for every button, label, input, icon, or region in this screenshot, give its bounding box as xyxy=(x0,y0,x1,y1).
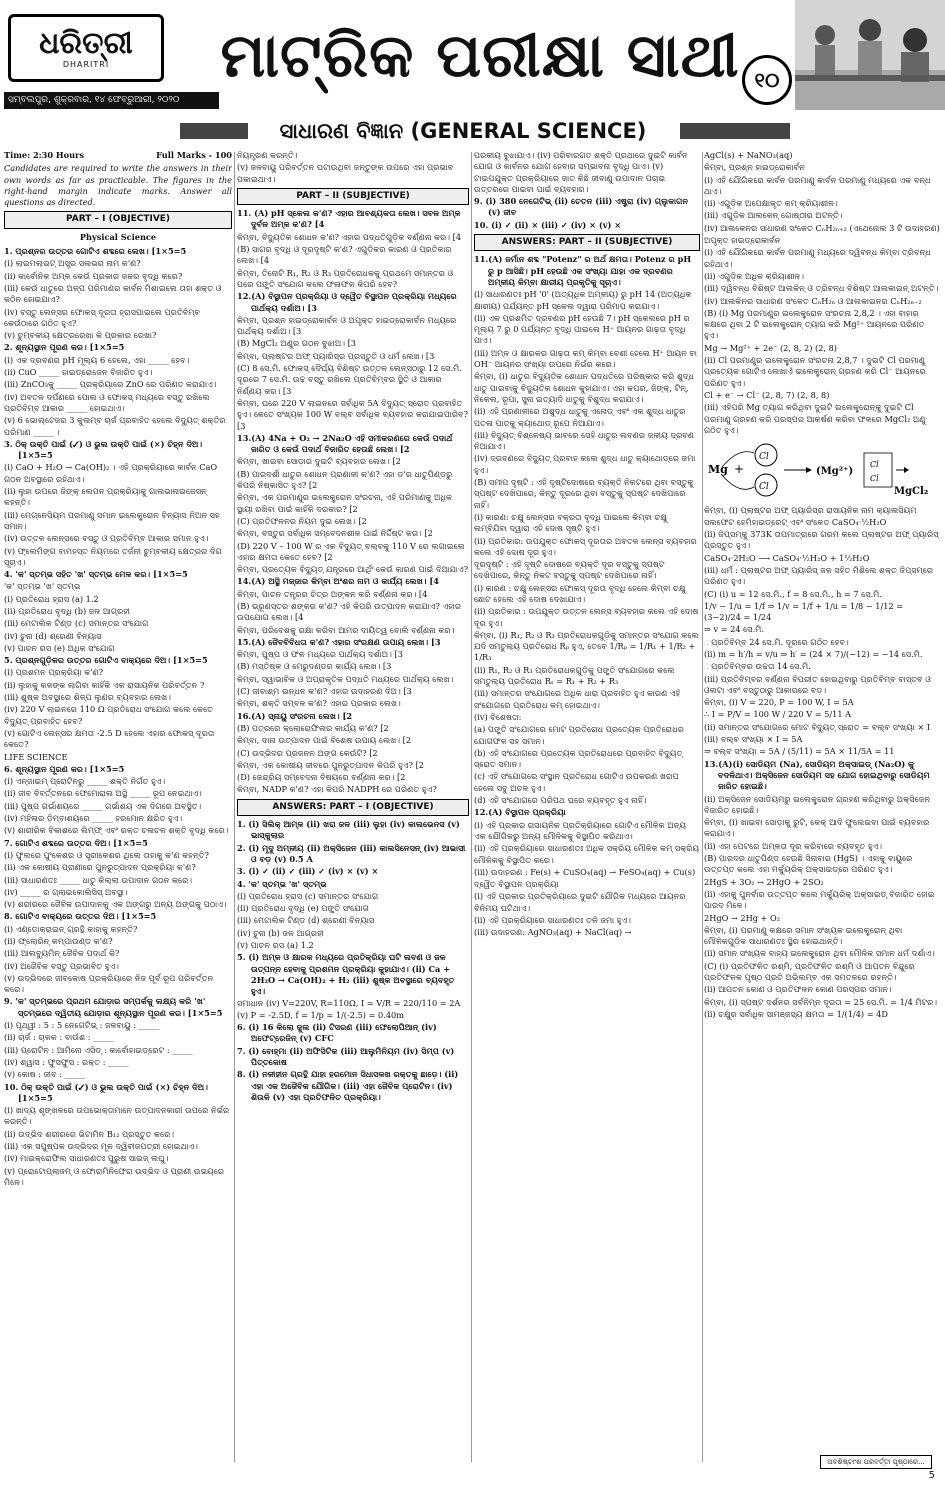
text-line: (iv) ଆଲକିନର ସାଧାରଣ ସଂକେତ CₙH₂ₙ ଓ ଆଲକାଇନର CₙH₂ₙ₋₂ xyxy=(704,295,922,306)
text-line: 15.(A) ଜୈବବିବିଧତା କ'ଣ? ଏହାର ସଂରକ୍ଷଣ ଉପାୟ ଲେଖ। [3 xyxy=(237,636,441,647)
text-line: କିମ୍ବା, (i) ଖାଇବା ସୋଡ଼ାକୁ ରୁଟି, କେକ୍ ଆଦି ଫୁଲେଇବା ପାଇଁ ବ୍ୟବହାର କରାଯାଏ। xyxy=(704,817,930,839)
text-line: 1/v − 1/u = 1/f ⇒ 1/v = 1/f + 1/u = 1/8 − 1/12 = (3−2)/24 = 1/24 xyxy=(704,600,904,623)
text-line: (ii) ଏଗୁଡ଼ିକ ଅଧିକ କ୍ରିୟାଶୀଳ। xyxy=(704,270,804,281)
text-line: (iii) ସମାନ୍ତର ସଂଯୋଗରେ ଅଧିକ ଧାରା ପ୍ରବାହିତ ହୁଏ କାରଣ ଏହି ସଂଯୋଗରେ ପ୍ରତିରୋଧ କମ୍ ହୋଇଥାଏ। xyxy=(474,688,681,710)
continued-text xyxy=(237,150,469,185)
text-line: (B) (i) Mg ପରମାଣୁର ଇଲେକ୍ଟ୍ରୋନ ସଂରଚନା 2,8,2 । ଏହା ବାହାର କକ୍ଷରେ ଥିବା 2 ଟି ଇଲେକ୍ଟ୍ରୋନ୍ ତ୍ୟାଗ କରି Mg²⁺ ଆୟନରେ ପରିଣତ ହୁଏ। xyxy=(704,307,925,341)
text-line: 6. ଶୂନ୍ୟସ୍ଥାନ ପୂରଣ କର। [1×5=5 xyxy=(4,763,125,774)
text-line: 4. 'କ' ସ୍ତମ୍ଭ 'ଖ' ସ୍ତମ୍ଭ xyxy=(237,878,327,889)
text-line: କିମ୍ବା, ପ୍ରଶ୍ନ ହାଇଡ୍ରୋକାର୍ବନ xyxy=(704,162,805,173)
text-line: 3. ଠିକ୍ ଉକ୍ତି ପାଇଁ (✓) ଓ ଭୁଲ ଉକ୍ତି ପାଇଁ (×) ଚିହ୍ନ ଦିଅ। [1×5=5 xyxy=(4,438,203,461)
text-line: (ii) ଏକ କୋଷୀୟ ପ୍ରାଣୀରେ ପୁନରୁତ୍ପାଦନ ପ୍ରକ୍ରିୟା କ'ଣ? xyxy=(4,862,196,873)
exam-time: Time: 2:30 Hours xyxy=(4,150,84,160)
text-line: (ii) ଜିପ୍ସମ୍କୁ 373K ତାପମାତ୍ରାରେ ଗରମ କଲେ ପ୍ଲାଷ୍ଟର ଅଫ୍ ପ୍ୟାରିସ୍ ପ୍ରସ୍ତୁତ ହୁଏ। xyxy=(704,529,939,551)
text-line: କିମ୍ବା, (i) ପରମାଣୁ କକ୍ଷରେ ସମାନ ସଂଖ୍ୟକ ଇଲେକ୍ଟ୍ରୋନ୍ ଥିବା ମୌଳିକଗୁଡ଼ିକ ସାଧାରଣତଃ ସ୍ଥିର ହୋଇଥାନ୍ତି। xyxy=(704,924,903,947)
page-number: 5 xyxy=(928,1470,935,1481)
text-line: ∴ ପ୍ରତିବିମ୍ବ 24 ସେ.ମି. ଦୂରରେ ଗଠିତ ହେବ। xyxy=(704,636,849,647)
banner-bar-right xyxy=(680,123,790,139)
question-list xyxy=(4,246,232,1188)
text-line: 4. 'କ' ସ୍ତମ୍ଭ ସହିତ 'ଖ' ସ୍ତମ୍ଭ ମେଳ କର। [1×5=5 xyxy=(4,569,188,580)
text-line: (C) (i) u = 12 ସେ.ମି., f = 8 ସେ.ମି., h = 7 ସେ.ମି. xyxy=(704,588,883,599)
section-heading-part2: PART – II (SUBJECTIVE) xyxy=(237,188,469,205)
text-line: (B) MgCl₂ ଅଣୁର ଗଠନ ବୁଝାଅ। [3 xyxy=(237,338,357,349)
text-line: (B) ପାରଦର୍ଶୀ ଧାତୁର ଶୋଧନ ପ୍ରଣାଳୀ କ'ଣ? ଏହା ଡ'ର ଧାତୁପିଣ୍ଡରୁ କିପରି ନିଷ୍କାସିତ ହୁଏ? [2 xyxy=(237,468,453,491)
text-line: କିମ୍ବା, ପୁଷ୍ପ ଓ ଫଳ ମଧ୍ୟରେ ପାର୍ଥକ୍ୟ ଦର୍ଶାଅ। [3 xyxy=(237,649,403,660)
text-line: (ii) R₁, R₂ ଓ R₃ ପ୍ରତିରୋଧକଗୁଡ଼ିକୁ ପଙ୍କ୍ତି ସଂଯୋଗରେ କଲେ ସମତୁଲ୍ୟ ପ୍ରତିରୋଧ Rₛ = R₁ + R₂ + R₃ xyxy=(474,664,675,687)
answer-list xyxy=(704,505,941,1020)
text-line: (iii) ମେଟାଲିକ ଟିଣ୍ଡ (c) ସମାନ୍ତର ସଂଯୋଗ xyxy=(4,618,149,629)
logo-text: ଧରିତ୍ରୀ xyxy=(39,25,133,61)
text-line: କିମ୍ବା, ଏକ ପରମାଣୁର ଇଲେକ୍ଟ୍ରୋନ ସଂରଚନା, ଏହି ପରିମାଣକୁ ଅଧିକ ସ୍ଥାୟୀ ରଖିବା ପାଇଁ କାହିଁକି ଦରକାର? [2 xyxy=(237,492,453,514)
diagram-mg-label: Mg xyxy=(708,463,728,477)
text-line: (i) ପ୍ରଶମନ ପ୍ରକ୍ରିୟା କ'ଣ? xyxy=(4,667,104,678)
text-line: ପରକୀୟ ବୁଝାଯାଏ। (iv) ପରିବାରଗତ ଶକ୍ତି ପ୍ରଥାରେ ଦୁଇଟି କାର୍ବନ ଯୋଗ ଓ କାର୍ବନର ଯୋଗ ହେବାର ସମ୍ଭାବନା ବୃଦ୍ଧି ପାଏ। (v) ଟାଇପଯୁକ୍ତ ପ୍ରକ୍ରିୟାରେ ଜାତ କିଛି ଜୀବାଣୁ ଉପାଦାନ ପଚାଇ ଉତ୍ତରରେ ପାଇବା ପାଇଁ ବ୍ୟବହାର। xyxy=(474,150,688,194)
text-line: 3. (i) ✓ (ii) ✓ (iii) ✓ (iv) × (v) × xyxy=(237,866,379,877)
text-line: Cl + e⁻ → Cl⁻ (2, 8, 7) (2, 8, 8) xyxy=(704,389,830,400)
text-line: ⇒ v = 24 ସେ.ମି. xyxy=(704,624,764,635)
text-line: (iii) ଉଦାହରଣ : Fe(s) + CuSO₄(aq) → FeSO₄(aq) + Cu(s) xyxy=(474,866,696,877)
text-line: (ii) m = h′/h = v/u ⇒ h′ = (24 × 7)/(−12) = −14 ସେ.ମି. xyxy=(704,648,923,659)
text-line: (v) ପାଚନ ରସ (e) ଅଧିକ ସଂଯୋଗ xyxy=(4,642,115,653)
text-line: CaSO₄·2H₂O ⟶ CaSO₄·½H₂O + 1½H₂O xyxy=(704,552,870,563)
text-line: (ii) ଜୀବ ବିବର୍ତ୍ତନରେ ଫେମୋରାଲ ଅସ୍ଥି _____ ରୂପ ନେଇଥାଏ। xyxy=(4,788,202,799)
text-line: (iii) ଶୁଷ୍କ ଅବସ୍ଥାରେ ଶିଳ୍ପ ଲୁଣର ବ୍ୟବହାର ଲେଖ। xyxy=(4,692,171,703)
text-line: (iv) ଆଲକେନର ସାଧାରଣ ସଂକେତ CₙH₂ₙ₊₂ (ଏଥେନୋଲ 3 ଟି ଉଦାହରଣ) xyxy=(704,222,940,233)
diagram-cl-ion-bottom: Cl xyxy=(870,474,879,484)
text-line: (i) ପ୍ରତିରୋଧ ହ୍ରାସ (a) 1.2 xyxy=(4,593,99,604)
text-line: (iv) ମାଇକ୍ରୋଫିଲ ସାଧାରଣତଃ ପୁରୁଷ ସାଇଜ୍ ଲଘୁ। xyxy=(4,1153,169,1164)
text-line: 2. (i) ମୃଦୁ ଅମ୍ଳୀୟ (ii) ଅକ୍ସିଜେନ (iii) କାଲସିନେସନ୍ (iv) ଆଭାସୀ ଓ ବଡ଼ (v) 0.5 A xyxy=(237,842,466,864)
diagram-cl-ion-top: Cl xyxy=(870,460,879,470)
issue-number-badge: ୧୦ xyxy=(742,55,792,105)
text-line: (i) ଖାଦ୍ୟ ଶୃଙ୍ଖଳରେ ଉପଭୋକ୍ତାମାନେ ଉତ୍ପାଦନକାରୀ ଉପରେ ନିର୍ଭର କରନ୍ତି। xyxy=(4,1105,230,1127)
text-line: (ii) ପ୍ରତିକାର : ଉପଯୁକ୍ତ ଉତ୍ତଳ ଲେନ୍ସ ବ୍ୟବହାର କଲେ ଏହି ଦୋଷ ଦୂର ହୁଏ। xyxy=(474,606,699,628)
text-line: (iii) ପ୍ରୋଟିନ : ଆମିନୋ ଏସିଡ୍ : କାର୍ବୋହାଇଡ୍ରେଟ : _____ xyxy=(4,1044,193,1055)
text-line: (iii) ବଲ୍ବ ସଂଖ୍ୟା × I = 5A xyxy=(704,734,803,745)
text-line: (iv) 220 V ଲାଇନରେ 110 Ω ପ୍ରତିରୋଧ ସଂଯୋଗ କଲେ କେତେ ବିଦ୍ୟୁତ୍ ପ୍ରବାହିତ ହେବ? xyxy=(4,704,214,726)
text-line: (d) ଏହି ସଂଯୋଗରେ ପରିପଥ ଘରେ ବ୍ୟବହୃତ ହୁଏ ନାହିଁ। xyxy=(474,795,647,806)
text-line: (ii) ଆପତନ କୋଣ ଓ ପ୍ରତିଫଳନ କୋଣ ପରସ୍ପର ସମାନ। xyxy=(704,984,892,995)
text-line: (iv) _____ ର ଗ୍ଲାଇକୋଲିସିସ୍ ଅବସ୍ଥା। xyxy=(4,886,128,897)
text-line: 13.(A) 4Na + O₂ → 2Na₂O ଏହି ସମୀକରଣରେ କେଉଁ ପଦାର୍ଥ ଜାରିତ ଓ କେଉଁ ପଦାର୍ଥ ବିଜାରିତ ହେଉଛି ଲେଖ। [2 xyxy=(237,432,453,455)
text-line: (iii) ବିଦ୍ୟୁତ୍ ବିଶ୍ଳେଷ୍ୟ ଭାବରେ ସେହି ଧାତୁର ଲବଣର ଜଳୀୟ ଦ୍ରବଣ ନିଆଯାଏ। xyxy=(474,429,695,452)
text-line: (v) ପ୍ରୋଟୋପ୍ଲାଜମ୍ ଓ ଫୋରାମିନିଫେରା ଉଦ୍ଭିଦ ଓ ପ୍ରାଣୀ ଉଭୟରେ ମିଳେ। xyxy=(4,1165,225,1187)
text-line: (iv) ଚୁନା (d) ଶ୍ରେଣୀ ବିନ୍ୟାସ xyxy=(4,630,102,641)
text-line: 6. (i) 16 କିଲୋ ଜୁଲ (ii) ଟିସରଣ (iii) ଫେଲୋପିଆନ୍ (iv) ଅଫେଟ୍ରେଜିନ୍ (v) CFC xyxy=(237,1022,437,1044)
text-line: (ii) Cl ପରମାଣୁର ଇଲେକ୍ଟ୍ରୋନ ସଂରଚନା 2,8,7 । ଦୁଇଟି Cl ପରମାଣୁ ପ୍ରତ୍ୟେକ ଗୋଟିଏ ଲେଖାଏଁ ଇଲେକ୍ଟ୍ରୋନ୍ ଗ୍ରହଣ କରି Cl⁻ ଆୟନରେ ପରିଣତ ହୁଏ। xyxy=(704,355,926,388)
text-line: (iii) ଏହିପରି Mg ତ୍ୟାଗ କରିଥିବା ଦୁଇଟି ଇଲେକ୍ଟ୍ରୋନ୍କୁ ଦୁଇଟି Cl ପରମାଣୁ ଗ୍ରହଣ କରି ପରସ୍ପର ଆକର୍ଷଣ କରିବା ଫଳରେ MgCl₂ ଅଣୁ ଗଠିତ ହୁଏ। xyxy=(704,402,926,435)
text-line: (ii) ଏହା ପେଟରେ ଅମ୍ଳତା ଦୂର କରିବାରେ ବ୍ୟବହୃତ ହୁଏ। xyxy=(704,840,883,851)
text-line: କିମ୍ବା, (i) ସ୍ପଷ୍ଟ ଦର୍ଶନର ସର୍ବନିମ୍ନ ଦୂରତା = 25 ସେ.ମି. = 1/4 ମିଟର। xyxy=(704,996,938,1007)
text-line: (ii) ପ୍ରତିରୋଧ ବୃଦ୍ଧି (e) ପଙ୍କ୍ତି ସଂଯୋଗ xyxy=(237,903,370,914)
text-line: (iv) ଉତ୍ତଳ ଲେନ୍ସରେ ବସ୍ତୁ ଓ ପ୍ରତିବିମ୍ବ ଆକାର ସମାନ ହୁଏ। xyxy=(4,533,209,544)
section-heading-part1: PART – I (OBJECTIVE) xyxy=(4,211,232,228)
text-line: AgCl(s) + NaNO₃(aq) xyxy=(704,150,793,160)
logo-subtext: DHARITRI xyxy=(62,59,110,69)
dateline: ସମ୍ବଲପୁର, ଶୁକ୍ରବାର, ୧୪ ଫେବ୍ରୁଆରୀ, ୨୦୨୦ xyxy=(4,92,219,109)
text-line: 9. 'କ' ସ୍ତମ୍ଭରେ ପ୍ରଥମ ଯୋଡ଼ାର ସମ୍ପର୍କକୁ ଲକ୍ଷ୍ୟ କରି 'ଖ' ସ୍ତମ୍ଭରେ ଦ୍ୱିତୀୟ ଯୋଡ଼ାର ଶୂନ୍ୟସ୍ଥାନ ପୂରଣ କର। [1×5=5 xyxy=(4,996,223,1018)
text-line: କିମ୍ବା, ପ୍ରତ୍ୟେକ ବିଦ୍ୟୁତ୍ ଯନ୍ତ୍ରରେ ଆର୍ଥିଂ କେଉଁ କାରଣ ପାଇଁ ଦିଆଯାଏ? xyxy=(237,564,469,575)
text-line: (ii) ଏହାକୁ ପୁନର୍ବାର ଉତ୍ତପ୍ତ କଲେ ମର୍କ୍ୟୁରିକ୍ ଅକ୍ସାଇଡ୍ ବିଜାରିତ ହୋଇ ପାରଦ ମିଳେ। xyxy=(704,888,935,911)
text-line: (v) ଗୋଟିଏ ଲେନ୍ସର କ୍ଷମତା -2.5 D ହେଲେ ଏହାର ଫୋକସ୍ ଦୂରତା କେତେ? xyxy=(4,727,215,750)
text-line: (iv) ମହିଳାର ଡ଼ିମ୍ବାଶୟରେ _____ ହରମୋନ କ୍ଷରିତ ହୁଏ। xyxy=(4,813,183,824)
text-line: (iii) ସାଧାରଣତଃ _____ ଧାତୁ କିଲ୍ଲା ଉପାଦାନ ଗଠନ କରେ। xyxy=(4,874,193,885)
text-line: (iii) କେଉଁ ଧାତୁରେ ଅଳ୍ପ ପରିମାଣର କାର୍ବନ ମିଶାଇଲେ ତାହା ଶକ୍ତ ଓ କଠିନ ହୋଇଯାଏ? xyxy=(4,282,222,305)
page-title: ମାଟ୍ରିକ ପରୀକ୍ଷା ସାଥୀ xyxy=(220,21,740,91)
text-line: (i) ଏହି ପ୍ରକାର ରାସାୟନିକ ପ୍ରତିକ୍ରିୟାରେ ଗୋଟିଏ ମୌଳିକ ଅନ୍ୟ ଏକ ଯୌଗିକରୁ ଅନ୍ୟ ମୌଳିକକୁ ବିସ୍ଥାପିତ କରିଥାଏ। xyxy=(474,819,687,841)
answer-list xyxy=(704,150,941,436)
text-line: (ii) ଚାର୍ଜ : ଚାଳକ : ବାଉଁଶ : _____ xyxy=(4,1032,114,1043)
text-line: (i) ଫୁଲରେ ପୁଂକେଶର ଓ ସ୍ତ୍ରୀକେଶର ଥିଲେ ତାହାକୁ କ'ଣ କହନ୍ତି? xyxy=(4,849,209,860)
text-line: କିମ୍ବା, ବସ୍ତୁର ସର୍ବାଧିକ ସମ୍ବେଦନଶୀଳ ପାଇଁ ନିର୍ଦ୍ଦିଷ୍ଟ କର। [2 xyxy=(237,528,433,539)
text-line: 11.(A) ଜର୍ମାନ ଶବ୍ଦ "Potenz" ର ଅର୍ଥ କ୍ଷମତା। Potenz ର pH ରୁ p ଆସିଛି। pH ହେଉଛି ଏକ ସଂଖ୍ୟା ଯାହା ଏକ ଦ୍ରବଣର ଅମ୍ଳୀୟ କିମ୍ବା କ୍ଷାରୀୟ ପ୍ରକୃତିକୁ ସୂଚାଏ। xyxy=(474,254,692,287)
text-line: (B) ମସ୍ତିଷ୍କ ଓ ମେରୁଦଣ୍ଡର କାର୍ଯ୍ୟ ଲେଖ। [3 xyxy=(237,661,392,672)
continued-note: ଅବଶିଷ୍ଟାଂଶ ପରବର୍ତ୍ତୀ ପୃଷ୍ଠାରେ... xyxy=(820,1455,932,1469)
text-line: (ii) ଫ୍ଲୋରିନ୍ କମ୍ପାଉଣ୍ଡ କ'ଣ? xyxy=(4,936,113,946)
text-line: (v) ଜଳବାୟୁ ପରିବର୍ତ୍ତନ ଘଟାଉଥିବା ଜନ୍ତୁଙ୍କ ଉପରେ ଏହା ପ୍ରଭାବ ପକାଇଥାଏ। xyxy=(237,162,454,184)
text-line: (iii) ପ୍ରତିବିମ୍ବର ବର୍ଣ୍ଣନା ବିପରୀତ ହୋଇଥିବାରୁ ପ୍ରତିବିମ୍ବ ବାସ୍ତବ ଓ ଓଲଟା ଏବଂ ବସ୍ତୁଠାରୁ ଆକାରରେ ବଡ଼। xyxy=(704,673,931,695)
text-line: କିମ୍ବା, NADP କ'ଣ? ଏହା କିପରି NADPH ରେ ପରିଣତ ହୁଏ? xyxy=(237,784,437,795)
text-line: (B) ପତ୍ରରେ କ୍ଲୋରୋଫିଲର କାର୍ଯ୍ୟ କ'ଣ? [2 xyxy=(237,722,389,733)
text-line: (a) ପଙ୍କ୍ତି ସଂଯୋଗରେ ମୋଟ ପ୍ରତିରୋଧ ପ୍ରତ୍ୟେକ ପ୍ରତିରୋଧର ଯୋଗଫଳ ସହ ସମାନ। xyxy=(474,724,684,746)
text-line: କିମ୍ବା, (i) R₁, R₂ ଓ R₃ ପ୍ରତିରୋଧକଗୁଡ଼ିକୁ ସମାନ୍ତର ସଂଯୋଗ କଲେ ଯଦି ସମତୁଲ୍ୟ ପ୍ରତିରୋଧ Rₚ ହୁଏ, ତେବେ 1/Rₚ = 1/R₁ + 1/R₂ + 1/R₃ xyxy=(474,629,699,663)
text-line: 10. ଠିକ୍ ଉକ୍ତି ପାଇଁ (✓) ଓ ଭୁଲ ଉକ୍ତି ପାଇଁ (×) ଚିହ୍ନ ଦିଅ। [1×5=5 xyxy=(4,1081,208,1103)
text-line: (ii) ଅକ୍ସିଜେନ ସୋଡିୟମରୁ ଇଲେକ୍ଟ୍ରୋନ ଗ୍ରହଣ କରିଥିବାରୁ ଅକ୍ସିଜେନ ବିଜାରିତ ହୋଇଛି। xyxy=(704,793,931,815)
text-line: (B) ପାରଦର ଧାତୁପିଣ୍ଡ ହେଉଛି ସିନାବାର (HgS) । ଏହାକୁ ବାୟୁରେ ଉତ୍ତପ୍ତ କଲେ ଏହା ମର୍କ୍ୟୁରିକ୍ ଅକ୍ସାଇଡ୍ରେ ପରିଣତ ହୁଏ। xyxy=(704,853,913,875)
exam-full-marks: Full Marks - 100 xyxy=(156,150,232,160)
text-line: (i) CaO + H₂O → Ca(OH)₂ । ଏହି ପ୍ରକ୍ରିୟାରେ କାର୍ବନ CaO ଗଠନ ଅବସ୍ଥାରେ ରହିଥାଏ। xyxy=(4,462,218,484)
text-line: (iv) ଅବତଳ ଦର୍ପଣରେ ପୋଲ ଓ ଫୋକସ୍ ମଧ୍ୟରେ ବସ୍ତୁ ରଖିଲେ ପ୍ରତିବିମ୍ବ ଆକାର _____ ହୋଇଥାଏ। xyxy=(4,391,210,413)
text-line: 8. (i) ନଳୀହୀନ ଗ୍ରନ୍ଥି ଯାହା ହରମୋନ ସିଧାସଳଖ ରକ୍ତକୁ ଛାଡ଼େ। (ii) ଏହା ଏକ ଅଜୈବିକ ଯୌଗିକ। (iii) ଏହା ଜୈବିକ ପ୍ରୋଟିନ। (iv) ଶିଉଳି (v) ଏହା ପ୍ରତିଫଳିତ ପ୍ରକ୍ରିୟା। xyxy=(237,1069,459,1102)
text-line: (ii) ଚକ୍ଷୁର ସର୍ବାଧିକ ସାମଞ୍ଜସ୍ୟ କ୍ଷମତା = 1/(1/4) = 4D xyxy=(704,1008,888,1019)
text-line: (v) ଶରୀରରେ ଜୈବିକ ଉପାଦାନକୁ ଏକ ଅଙ୍ଗରୁ ଅନ୍ୟ ଅଙ୍ଗକୁ ପଠାଏ। xyxy=(4,899,227,910)
text-line: (iii) ଏଗୁଡ଼ିକ ଆଲକେନ୍ ଗୋଷ୍ଠୀର ଅଟନ୍ତି। xyxy=(704,210,843,221)
text-line: (ii) ପ୍ରତିରୋଧ ବୃଦ୍ଧି (b) ଜଳ ଆଗ୍ରହୀ xyxy=(4,605,130,616)
text-line: (ii) ଲୁହା ଉପରେ ଜିଙ୍କ୍ ଲେପନ ପ୍ରକ୍ରିୟାକୁ ଗାଲଭାନାଇଜେସନ୍ କହନ୍ତି। xyxy=(4,486,207,508)
text-line: କିମ୍ବା, ପ୍ରଶ୍ନ ହାଇଡ୍ରୋକାର୍ବନ ଓ ଅପୃକ୍ତ ହାଇଡ୍ରୋକାର୍ବନ ମଧ୍ୟରେ ପାର୍ଥକ୍ୟ ଦର୍ଶାଅ। [3 xyxy=(237,314,457,337)
text-line: 1. ପ୍ରଶ୍ନର ଉତ୍ତର ଗୋଟିଏ ଶବ୍ଦରେ ଲେଖ। [1×5=5 xyxy=(4,246,187,257)
exam-instructions: Candidates are required to write the answers in their own words as far as practicable. The figures in the right-hand margin indicate marks. Answer all questions as directed. xyxy=(4,163,232,208)
text-line: 11. (A) pH ସ୍କେଲ କ'ଣ? ଏହାର ଆବଶ୍ୟକତା ଲେଖ। ସବଳ ଅମ୍ଳ ଦୁର୍ବଳ ଅମ୍ଳ କ'ଣ? [4 xyxy=(237,208,461,230)
text-line: (i) ପୃଥ୍ୱୀ : 5 : 5 ନେଗେଟିଭ୍ : ଜଳବାୟୁ : _____ xyxy=(4,1020,160,1031)
text-line: 2. ଶୂନ୍ୟସ୍ଥାନ ପୂରଣ କର। [1×5=5 xyxy=(4,342,125,353)
text-line: (ii) ଏହି ପ୍ରକ୍ରିୟାରେ ସାଧାରଣତଃ ଅଧିକ ସକ୍ରିୟ ମୌଳିକ କମ୍ ସକ୍ରିୟ ମୌଳିକକୁ ବିସ୍ଥାପିତ କରେ। xyxy=(474,843,700,865)
column-1 xyxy=(4,150,232,1465)
text-line: 9. (i) 380 ନେଗେଟିଭ୍ (ii) ଚେତନ (iii) ଏଷ୍ଟ୍ରା (iv) ଗ୍ଲୁକାଗନ (v) ଜୀବ xyxy=(474,196,689,218)
question-paper-body xyxy=(4,150,941,1465)
text-line: (i) ଏହି ଯୌଗିକରେ କାର୍ବନ ପରମାଣୁ ମଧ୍ୟରେ ଦ୍ୱିବନ୍ଧ କିମ୍ବା ତ୍ରିବନ୍ଧ ରହିଥାଏ। xyxy=(704,247,931,269)
text-line: (v) ଶାରୀରିକ ବିକାଶରେ ଲିମ୍ଫ୍ ଏବଂ ରକ୍ତ ଚଳାଚଳ ଶକ୍ତି ବୃଦ୍ଧି କରେ। xyxy=(4,825,229,836)
text-line: (i) ଏକ ଦ୍ରବଣର pH ମୂଲ୍ୟ 6 ହେଲେ, ଏହା _____ ହେବ। xyxy=(4,354,190,365)
answer-list xyxy=(474,254,700,938)
newspaper-logo xyxy=(8,14,164,82)
text-line: (B) ସମୀପ ଦୃଷ୍ଟି : ଏହି ଦୃଷ୍ଟିଦୋଷରେ ବ୍ୟକ୍ତି ନିକଟରେ ଥିବା ବସ୍ତୁକୁ ସ୍ପଷ୍ଟ ଦେଖିପାରେ, କିନ୍ତୁ ଦୂରରେ ଥିବା ବସ୍ତୁକୁ ସ୍ପଷ୍ଟ ଦେଖିପାରେ ନାହିଁ। xyxy=(474,477,694,510)
diagram-mg-ion: (Mg²⁺) xyxy=(816,466,854,478)
text-line: ∴ I = P/V = 100 W / 220 V = 5/11 A xyxy=(704,709,852,720)
text-line: 16.(A) ସ୍ନାୟୁ ସଂରଚନା ଲେଖ। [2 xyxy=(237,710,353,721)
text-line: (v) କୋଷ : ଜୀବ : _____ xyxy=(4,1069,86,1080)
text-line: (iii) ମେଗ୍ନେସିୟମ ପରମାଣୁ ସମାନ ଇଲେକ୍ଟ୍ରୋନ ବିନ୍ୟାସ ନିଅନ ସହ ସମାନ। xyxy=(4,509,220,531)
text-line: ⇒ ବଲ୍ବ ସଂଖ୍ୟା = 5A / (5/11) = 5A × 11/5A = 11 xyxy=(704,746,895,757)
text-line: (C) ଜୀବାଶ୍ମ ଇନ୍ଧନ କ'ଣ? ଏହାର ଉଦାହରଣ ଦିଅ। [3 xyxy=(237,686,412,697)
text-line: (C) (i) ପ୍ରତିଫଳିତ ରଶ୍ମି, ପ୍ରତିଫଳିତ ରଶ୍ମି ଓ ଆପତନ ବିନ୍ଦୁରେ ପ୍ରତିଫଳକ ପୃଷ୍ଠ ପ୍ରତି ଅଭିଲମ୍ବ ଏକ ସମତଳରେ ରହନ୍ତି। xyxy=(704,960,915,982)
text-line: (ii) CuO _____ ହାଇଡ୍ରୋଜେନ ବିଜାରିତ ହୁଏ। xyxy=(4,367,153,378)
text-line: (D) ଜେନ୍ଦ୍ରିୟ ସମ୍ବେଦନା ବିଷୟରେ ବର୍ଣ୍ଣନା କର। [2 xyxy=(237,772,406,783)
text-line: (ii) ଏକ ପ୍ରଶମିତ ଦ୍ରବଣର pH ହେଉଛି 7। pH ସ୍କେଲରେ pH ର ମୂଲ୍ୟ 7 ରୁ 0 ପର୍ଯ୍ୟନ୍ତ ବୃଦ୍ଧି ପାଇଲେ H⁺ ଆୟନର ଗାଢ଼ତା ବୃଦ୍ଧି ପାଏ। xyxy=(474,312,690,346)
exam-info xyxy=(4,150,232,161)
text-line: 13.(A)(i) ସୋଡିୟମ (Na), ସୋଡିୟମ ଅକ୍ସାଇଡ୍ (Na₂O) କୁ ବଦଳିଥାଏ। ଅକ୍ସିଜେନ ସୋଡିୟମ ସହ ଯୋଗ ହୋଇଥିବାରୁ ସୋଡିୟମ ଜାରିତ ହୋଇଛି। xyxy=(704,758,930,792)
text-line: (C) 8 ସେ.ମି. ଫୋକସ୍ ଦୈର୍ଘ୍ୟ ବିଶିଷ୍ଟ ଉତ୍ତଳ ଲେନ୍ସଠାରୁ 12 ସେ.ମି. ଦୂରରେ 7 ସେ.ମି. ଉଚ୍ଚ ବସ୍ତୁ ରଖିଲେ ପ୍ରତିବିମ୍ବର ସ୍ଥିତି ଓ ଆକାର ନିର୍ଣ୍ଣୟ କର। [3 xyxy=(237,363,462,396)
text-line: (D) 220 V – 100 W ର ଏକ ବିଦ୍ୟୁତ୍ ବଲ୍ବକୁ 110 V ରେ ଲଗାଇଲେ ଏହାର କ୍ଷମତା କେତେ ହେବ? [2 xyxy=(237,540,465,562)
text-line: (iv) ବସ୍ତୁ ଲେନ୍ସର ଫୋକସ୍ ଦୂରତା ହ୍ରାସପାଇଲେ ପ୍ରତିବିମ୍ବ କେଉଁଠାରେ ଗଠିତ ହୁଏ? xyxy=(4,306,201,328)
text-line: (ii) ପ୍ରତିକାର: ଉପଯୁକ୍ତ ଫୋକସ୍ ଦୂରତାର ଅବତଳ ଲେନ୍ସ ବ୍ୟବହାର କଲେ ଏହି ଦୋଷ ଦୂର ହୁଏ। xyxy=(474,535,697,557)
question-list xyxy=(237,208,469,796)
text-line: (B) ଭ୍ରୂଣସ୍ତର ଶଙ୍କର କ'ଣ? ଏହି କିପରି ଉତ୍ପାଦନ କରାଯାଏ? ଏହାର ଉପଯୋଗ ଲେଖ। [4 xyxy=(237,600,462,623)
text-line: (ii) ଲୁହାକୁ କଳଙ୍କ ଲାଗିବା କାହିଁକି ଏକ ରାସାୟନିକ ପରିବର୍ତ୍ତନ ? xyxy=(4,679,205,690)
text-line: (ii) କାର୍ବୋନିକ ଅମ୍ଳ କେଉଁ ପ୍ରକାର ଜଳର ବୃଦ୍ଧି କରେ? xyxy=(4,270,183,281)
text-line: (iii) ଏକ ସପୁଷ୍ପକ ଉଦ୍ଭିଦର ମୂଳ ଦ୍ୱିବୀଜପତ୍ରୀ ହୋଇଥାଏ। xyxy=(4,1141,198,1152)
diagram-product: MgCl₂ xyxy=(894,486,929,498)
column-2 xyxy=(237,150,469,1465)
text-line: 2HgS + 3O₂ → 2HgO + 2SO₂ xyxy=(704,876,824,887)
diagram-plus: + xyxy=(734,462,745,477)
text-line: (i) ଏହି ପ୍ରକାର ପ୍ରତିକ୍ରିୟାରେ ଦୁଇଟି ଯୌଗିକ ମଧ୍ୟରେ ଆୟନର ବିନିମୟ ଘଟିଥାଏ। xyxy=(474,891,686,913)
text-line: 8. ଗୋଟିଏ ବାକ୍ୟରେ ଉତ୍ତର ଦିଅ। [1×5=5 xyxy=(4,911,157,922)
text-line: ନିୟନ୍ତ୍ରଣ କରନ୍ତି। xyxy=(237,150,298,160)
text-line: (iv) ଚୁନା (b) ଜଳ ଆଗ୍ରହୀ xyxy=(237,927,324,938)
subject-banner xyxy=(180,118,790,144)
text-line: କିମ୍ବା, ପ୍ଲାଷ୍ଟର ଅଫ୍ ପ୍ୟାରିସ୍ର ପ୍ରସ୍ତୁତି ଓ ଧର୍ମ ଲେଖ। [3 xyxy=(237,350,435,361)
text-line: (v) 6 ଭୋଲ୍ଟେଜର 3 କୁଲମ୍ବ ଚାର୍ଜ ପ୍ରବାହିତ ହେଲେ ବିଦ୍ୟୁତ୍ ଶକ୍ତିର ପରିମାଣ _____ । xyxy=(4,415,226,437)
text-line: (C) ଉଦ୍ଭିଦର ପ୍ରଜନନ ଅଙ୍ଗ କେଉଁଟି? [2 xyxy=(237,747,378,758)
text-line: (i) ଏହି ଯୌଗିକରେ କାର୍ବନ ପରମାଣୁ କାର୍ବନ ପରମାଣୁ ମଧ୍ୟରେ ଏକ ବନ୍ଧ ଥାଏ। xyxy=(704,174,931,196)
text-line: (ii) ଏଗୁଡ଼ିକ ଅପେକ୍ଷାକୃତ କମ୍ କ୍ରିୟାଶୀଳ। xyxy=(704,198,838,209)
column-3 xyxy=(474,150,700,1465)
text-line: (v) ଉଦ୍ଭିଦରେ ଜୀବକୋଷ ପ୍ରକ୍ରିୟାରେ ନିଜ ପୂର୍ବ ରୂପ ପରିବର୍ତ୍ତନ କରେ। xyxy=(4,972,214,995)
text-line: (iv) ଶ୍ୱାସ : ଫୁସଫୁସ : ରକ୍ତ : _____ xyxy=(4,1056,129,1067)
text-line: କିମ୍ବା, ଶକ୍ତି ସମ୍ବଳ କ'ଣ? ଏହାର ପ୍ରକାର ଲେଖ। xyxy=(237,698,401,709)
text-line: କିମ୍ବା, (i) ପ୍ଲାଷ୍ଟର ଅଫ୍ ପ୍ୟାରିସ୍ର ରାସାୟନିକ ନାମ କ୍ୟାଲସିୟମ ସଲଫେଟ ହେମିହାଇଡ୍ରେଟ୍ ଏବଂ ସଂକେତ CaSO₄·½H₂O xyxy=(704,505,917,527)
reaction-arrow-head-icon xyxy=(806,467,812,473)
text-line: (b) ଏହି ସଂଯୋଗରେ ପ୍ରତ୍ୟେକ ପ୍ରତିରୋଧରେ ପ୍ରବାହିତ ବିଦ୍ୟୁତ୍ ସ୍ରୋତ ସମାନ। xyxy=(474,747,683,770)
text-line: (ii) ଏହି ପ୍ରକ୍ରିୟାରେ ସାଧାରଣତଃ ତଳି ଜମା ହୁଏ। xyxy=(474,915,631,925)
text-line: କିମ୍ବା, (i) V = 220, P = 100 W, I = 5A xyxy=(704,697,854,708)
column-4 xyxy=(704,150,941,1465)
answers-heading-part2: ANSWERS: PART – II (SUBJECTIVE) xyxy=(474,234,700,251)
text-line: LIFE SCIENCE xyxy=(4,751,68,762)
text-line: (i) କାରଣ : ଚକ୍ଷୁ ଲେନ୍ସର ଫୋକସ୍ ଦୂରତା ବୃଦ୍ଧି ହେଲେ କିମ୍ବା ଚକ୍ଷୁ ଛୋଟ ହେଲେ ଏହି ଦୋଷ ଦେଖାଯାଏ। xyxy=(474,582,686,604)
students-exam-photo xyxy=(795,0,945,110)
text-line: (iv) ଦ୍ରବଣରେ ବିଦ୍ୟୁତ୍ ପ୍ରବାହ କଲେ ଶୁଦ୍ଧ ଧାତୁ କ୍ୟାଥୋଡ୍ରେ ଜମା ହୁଏ। xyxy=(474,453,696,475)
subsection-heading-physical: Physical Science xyxy=(79,231,157,242)
text-line: 7. (i) ବୋହ୍ମା (ii) ଅଫିସିଟିକ (iii) ଆଲୁମିନିୟମ (iv) ସିମ୍ପ (v) ପିତ୍ତକୋଷ xyxy=(237,1045,455,1067)
text-line: କିମ୍ବା, ଖାଇବା ସୋଡ଼ାର ଦୁଇଟି ବ୍ୟବହାର ଲେଖ। [2 xyxy=(237,456,401,467)
answers-heading-part1: ANSWERS: PART – I (OBJECTIVE) xyxy=(237,799,469,816)
text-line: କିମ୍ବା, ଘରେ 220 V ଲାଇନରେ ସର୍ବାଧିକ 5A ବିଦ୍ୟୁତ୍ ସ୍ରୋତ ପ୍ରବାହିତ ହୁଏ। କେତେ ସଂଖ୍ୟକ 100 W ବଲ୍ବ ସର୍ବାଧିକ ବ୍ୟବହାର କରାଯାଇପାରିବ? [3 xyxy=(237,397,469,431)
text-line: 2HgO → 2Hg + O₂ xyxy=(704,912,781,923)
text-line: ଦ୍ୱୈତ ବିସ୍ଥାପନ ପ୍ରକ୍ରିୟା xyxy=(474,879,559,890)
text-line: (iii) ମେଟାଲିକ ଟିଣ୍ଡ (d) ଶ୍ରେଣୀ ବିନ୍ୟାସ xyxy=(237,915,375,926)
text-line: 5. ପ୍ରଶ୍ନଗୁଡ଼ିକର ଉତ୍ତର ଗୋଟିଏ ବାକ୍ୟରେ ଦିଅ। [1×5=5 xyxy=(4,655,208,666)
text-line: 1. (i) ସିଲିକ୍ ଆମ୍ଳ (ii) ଖରା ଜଳ (iii) ଲୁହା (iv) କାଲଭେନସ (v) ଭାସ୍କୁଲାର xyxy=(237,819,460,841)
text-line: 5. (i) ଅମ୍ଳ ଓ କ୍ଷାରକ ମଧ୍ୟରେ ପ୍ରତିକ୍ରିୟା ଘଟି ଲବଣ ଓ ଜଳ ଉତ୍ପନ୍ନ ହେବାକୁ ପ୍ରଶମନ ପ୍ରକ୍ରିୟା କୁହାଯାଏ। (ii) Ca + 2H₂O → Ca(OH)₂ + H₂ (iii) ଶୁଷ୍କ ଅବସ୍ଥାରେ ବ୍ୟବହୃତ ହୁଏ। xyxy=(237,952,455,997)
text-line: 10. (i) ✓ (ii) × (iii) ✓ (iv) × (v) × xyxy=(474,219,622,230)
text-line: (iii) ଦ୍ୱିବନ୍ଧ ବିଶିଷ୍ଟ ଆଲକିନ୍ ଓ ତ୍ରିବନ୍ଧ ବିଶିଷ୍ଟ ଆଲକାଇନ୍ ଅଟନ୍ତି। xyxy=(704,283,939,294)
text-line: (C) ପ୍ରତିଫଳନର ନିୟମ ଦୁଇ ଲେଖ। [2 xyxy=(237,515,367,526)
text-line: 'କ' ସ୍ତମ୍ଭ 'ଖ' ସ୍ତମ୍ଭ xyxy=(4,581,81,592)
text-line: (i) ପ୍ରତିରୋଧ ହ୍ରାସ (c) ସମାନ୍ତର ସଂଯୋଗ xyxy=(237,890,379,901)
text-line: (iii) ZnCO₃କୁ _____ ପ୍ରକ୍ରିୟାରେ ZnO ରେ ପରିଣତ କରାଯାଏ। xyxy=(4,379,217,390)
text-line: ∴ ପ୍ରତିବିମ୍ବର ଉଚ୍ଚତା 14 ସେ.ମି. xyxy=(704,661,811,672)
mgcl2-formation-diagram xyxy=(704,439,941,502)
text-line: (ii) ଏହି ପ୍ରଣାଳୀରେ ଅଶୁଦ୍ଧ ଧାତୁକୁ ଏନୋଡ୍ ଏବଂ ଏକ ଶୁଦ୍ଧ ଧାତୁର ପତଳା ପାତକୁ କ୍ୟାଥୋଡ୍ ରୂପେ ନିଆଯାଏ। xyxy=(474,406,686,428)
text-line: କିମ୍ବା, (i) ଧାତୁର ବିଦ୍ୟୁତିକ ଶୋଧନ ପଦ୍ଧତିରେ ପରିଷ୍କାର କରି ଶୁଦ୍ଧ ଧାତୁ ପାଇବାକୁ ବିଦ୍ୟୁତିକ ଶୋଧନ କୁହାଯାଏ। ଏହା କପର, ଜିଙ୍କ୍, ଟିନ୍, ନିକେଲ, ରୂପା, ସୁନା ଇତ୍ୟାଦି ଧାତୁକୁ ବିଶୁଦ୍ଧ କରାଯାଏ। xyxy=(474,371,695,404)
text-line: (ii) ଉଦ୍ଭିଦ ଶରୀରରେ ଭିଟାମିନ B₁₂ ପ୍ରସ୍ତୁତ କରେ। xyxy=(4,1128,175,1139)
text-line: 12.(A) ବିସ୍ଥାପନ ପ୍ରକ୍ରିୟା xyxy=(474,807,566,818)
text-line: 12.(A) ବିସ୍ଥାପନ ପ୍ରକ୍ରିୟା ଓ ଦ୍ୱୈତ ବିସ୍ଥାପନ ପ୍ରକ୍ରିୟା ମଧ୍ୟରେ ପାର୍ଥକ୍ୟ ଦର୍ଶାଅ। [3 xyxy=(237,291,457,313)
text-line: (i) ଏନ୍ଜାଇମ୍ ପ୍ରୋଟିନରୁ _____ ଶକ୍ତି ନିର୍ଗତ ହୁଏ। xyxy=(4,776,166,787)
text-line: Mg → Mg²⁺ + 2e⁻ (2, 8, 2) (2, 8) xyxy=(704,342,838,353)
text-line: ଦୂରଦୃଷ୍ଟି : ଏହି ଦୃଷ୍ଟି ଦୋଷରେ ବ୍ୟକ୍ତି ଦୂର ବସ୍ତୁକୁ ସ୍ପଷ୍ଟ ଦେଖିପାରେ, କିନ୍ତୁ ନିକଟ ବସ୍ତୁକୁ ସ୍ପଷ୍ଟ ଦେଖିପାରେ ନାହିଁ। xyxy=(474,559,665,581)
text-line: କିମ୍ବା, ପାଚନ ତନ୍ତ୍ରର ଚିତ୍ର ଅଙ୍କନ କରି ବର୍ଣ୍ଣନା କର। [4 xyxy=(237,588,428,599)
masthead xyxy=(0,0,945,112)
text-line: କିମ୍ବା, ଏକ କୋଷୀୟ ଜୀବରେ ପୁନରୁତ୍ପାଦନ କିପରି ହୁଏ? [2 xyxy=(237,759,424,770)
text-line: (iii) ଧର୍ମ : ପ୍ଲାଷ୍ଟର ଅଫ୍ ପ୍ୟାରିସ୍ ଜଳ ସହିତ ମିଶିଲେ ଶକ୍ତ ଜିପ୍ସମ୍ରେ ପରିଣତ ହୁଏ। xyxy=(704,564,934,587)
text-line: (iv) ବିଶେଷତା: xyxy=(474,711,522,722)
text-line: (iii) ଆଲବ୍ୟୁମିନ୍ ଜୈବିକ ପଦାର୍ଥ କି? xyxy=(4,948,120,959)
text-line: କିମ୍ବା, ତିନୋଟି R₁, R₂ ଓ R₃ ପ୍ରତିରୋଧକକୁ ପ୍ରଥମେ ସମାନ୍ତର ଓ ପରେ ପଙ୍କ୍ତି ସଂଯୋଗ କଲେ ଫଳାଫଳ କିପରି ହେବ? xyxy=(237,267,454,289)
banner-bar-left xyxy=(180,123,248,139)
text-line: (iii) ପୁଷ୍ପ ଗର୍ଭାଶୟରେ _____ ଗର୍ଭାଶୟ ଏକ ଦିଗରେ ଅବସ୍ଥିତ। xyxy=(4,800,202,811)
diagram-cl-top: Cl xyxy=(759,452,769,463)
text-line: 14.(A) ଅସ୍ଥି ମଜ୍ଜାର କିମ୍ବା ଅଂଶର ନାମ ଓ କାର୍ଯ୍ୟ ଲେଖ। [4 xyxy=(237,576,439,587)
text-line: (c) ଏହି ସଂଯୋଗରେ ସଂସ୍ଥାନ ପ୍ରତିରୋଧ ଗୋଟିଏ ଉପକରଣ ଖରାପ ହେଲେ ସବୁ ଅଚଳ ହୁଏ। xyxy=(474,771,679,793)
text-line: (ii) ସମାନ୍ତର ସଂଯୋଗରେ ମୋଟ ବିଦ୍ୟୁତ୍ ସ୍ରୋତ = ବଲ୍ବ ସଂଖ୍ୟା × I xyxy=(704,721,931,732)
text-line: କିମ୍ବା, ସ୍ୱାଭାବିକ ଓ ଅପ୍ରାକୃତିକ ପଦ୍ଧତି ମଧ୍ୟରେ ପାର୍ଥକ୍ୟ ଲେଖ। xyxy=(237,673,454,684)
text-line: (iii) ଉଦାହରଣ: AgNO₃(aq) + NaCl(aq) → xyxy=(474,927,632,938)
text-line: ଅପୃକ୍ତ ହାଇଡ୍ରୋକାର୍ବନ xyxy=(704,235,781,246)
text-line: (v) ଚୁମ୍ବକୀୟ କ୍ଷେତ୍ରରେଖା କି ପ୍ରକାର ରେଖା? xyxy=(4,330,157,341)
text-line: (i) କାରଣ: ଚକ୍ଷୁ ଲେନ୍ସର ବକ୍ରତା ବୃଦ୍ଧି ପାଇଲେ କିମ୍ବା ଚକ୍ଷୁ ଲମ୍ବିଯିବା ଦ୍ୱାରା ଏହି ଦୋଷ ସୃଷ୍ଟି ହୁଏ। xyxy=(474,511,667,534)
diagram-cl-bottom: Cl xyxy=(759,482,769,493)
text-line: (B) ସାଗର ବୃଦ୍ଧି ଓ ଦୂରଦୃଷ୍ଟି କ'ଣ? ଏଗୁଡ଼ିକର କାରଣ ଓ ପ୍ରତିକାର ଲେଖ। [4 xyxy=(237,244,452,266)
text-line: (v) ଫ୍ଲେମିଙ୍ଗ ବାମହସ୍ତ ନିୟମରେ ତର୍ଜନୀ ଚୁମ୍ବକୀୟ କ୍ଷେତ୍ରର ଦିଗ ସୂଚାଏ। xyxy=(4,545,222,567)
text-line: 7. ଗୋଟିଏ ଶବ୍ଦରେ ଉତ୍ତର ଦିଅ। [1×5=5 xyxy=(4,837,148,848)
text-line: (i) ଏଣ୍ଡୋକ୍ରାଇନ୍ ଗ୍ରନ୍ଥି କାହାକୁ କହନ୍ତି? xyxy=(4,923,138,934)
text-line: କିମ୍ବା, ପରିବେଶକୁ ରକ୍ଷା କରିବା ଆମର ଦାୟିତ୍ୱ ବୋଲି ବର୍ଣ୍ଣନା କର। xyxy=(237,624,455,635)
text-line: (i) ଲାଇମଲାଇଟ୍ ଅସ୍ତ୍ର ସଲଭର ନାମ କ'ଣ? xyxy=(4,258,141,269)
product-arrow-head-icon xyxy=(904,467,909,473)
text-line: (ii) ସମାନ ସଂଖ୍ୟକ ବାହ୍ୟ ଇଲେକ୍ଟ୍ରୋନ ଥିବା ମୌଳିକ ସମାନ ଧର୍ମ ଦର୍ଶାଏ। xyxy=(704,948,935,959)
text-line: (iv) ଅଜୈବିକ ବସ୍ତୁ ପ୍ରଭାବିତ ହୁଏ। xyxy=(4,960,119,971)
text-line: (i) ସାଧାରଣତଃ pH '0' (ଅତ୍ୟଧିକ ଅମ୍ଳୀୟ) ରୁ pH 14 (ଅତ୍ୟଧିକ କ୍ଷାରୀୟ) ପର୍ଯ୍ୟନ୍ତ pH ସ୍କେଲ ଦ୍ୱାରା ପରିମାପ କରାଯାଏ। xyxy=(474,289,692,311)
answer-list xyxy=(237,819,469,1103)
text-line: ସମାଧାନ (iv) V=220V, R=110Ω, I = V/R = 220/110 = 2A (v) P = -2.5D, f = 1/p = 1/(-2.5) = 0.40m xyxy=(237,998,461,1020)
text-line: କିମ୍ବା, ଦାନା ଉତ୍ପାଦନ ପାଇଁ ବିଶେଷ ଉପାୟ ଲେଖ। [2 xyxy=(237,735,412,746)
electron-transfer-arrow-icon xyxy=(722,475,754,489)
text-line: (iii) ଅମ୍ଳ ଓ କ୍ଷାରକର ଗାଢ଼ତା କମ୍ କିମ୍ବା ବେଶୀ ହେଲେ H⁺ ଆୟନ ବା OH⁻ ଆୟନର ସଂଖ୍ୟା ଉପରେ ନିର୍ଭର କରେ। xyxy=(474,347,697,370)
text-line: (v) ପାଚନ ରସ (a) 1.2 xyxy=(237,940,314,950)
text-line: କିମ୍ବା, ବିଦ୍ୟୁତିକ ଶୋଧନ କ'ଣ? ଏହାର ପଦ୍ଧତିଗୁଡ଼ିକ ବର୍ଣ୍ଣନା କର। [4 xyxy=(237,231,462,242)
answer-list xyxy=(474,150,700,231)
subject-title: ସାଧାରଣ ବିଜ୍ଞାନ (GENERAL SCIENCE) xyxy=(279,119,647,143)
